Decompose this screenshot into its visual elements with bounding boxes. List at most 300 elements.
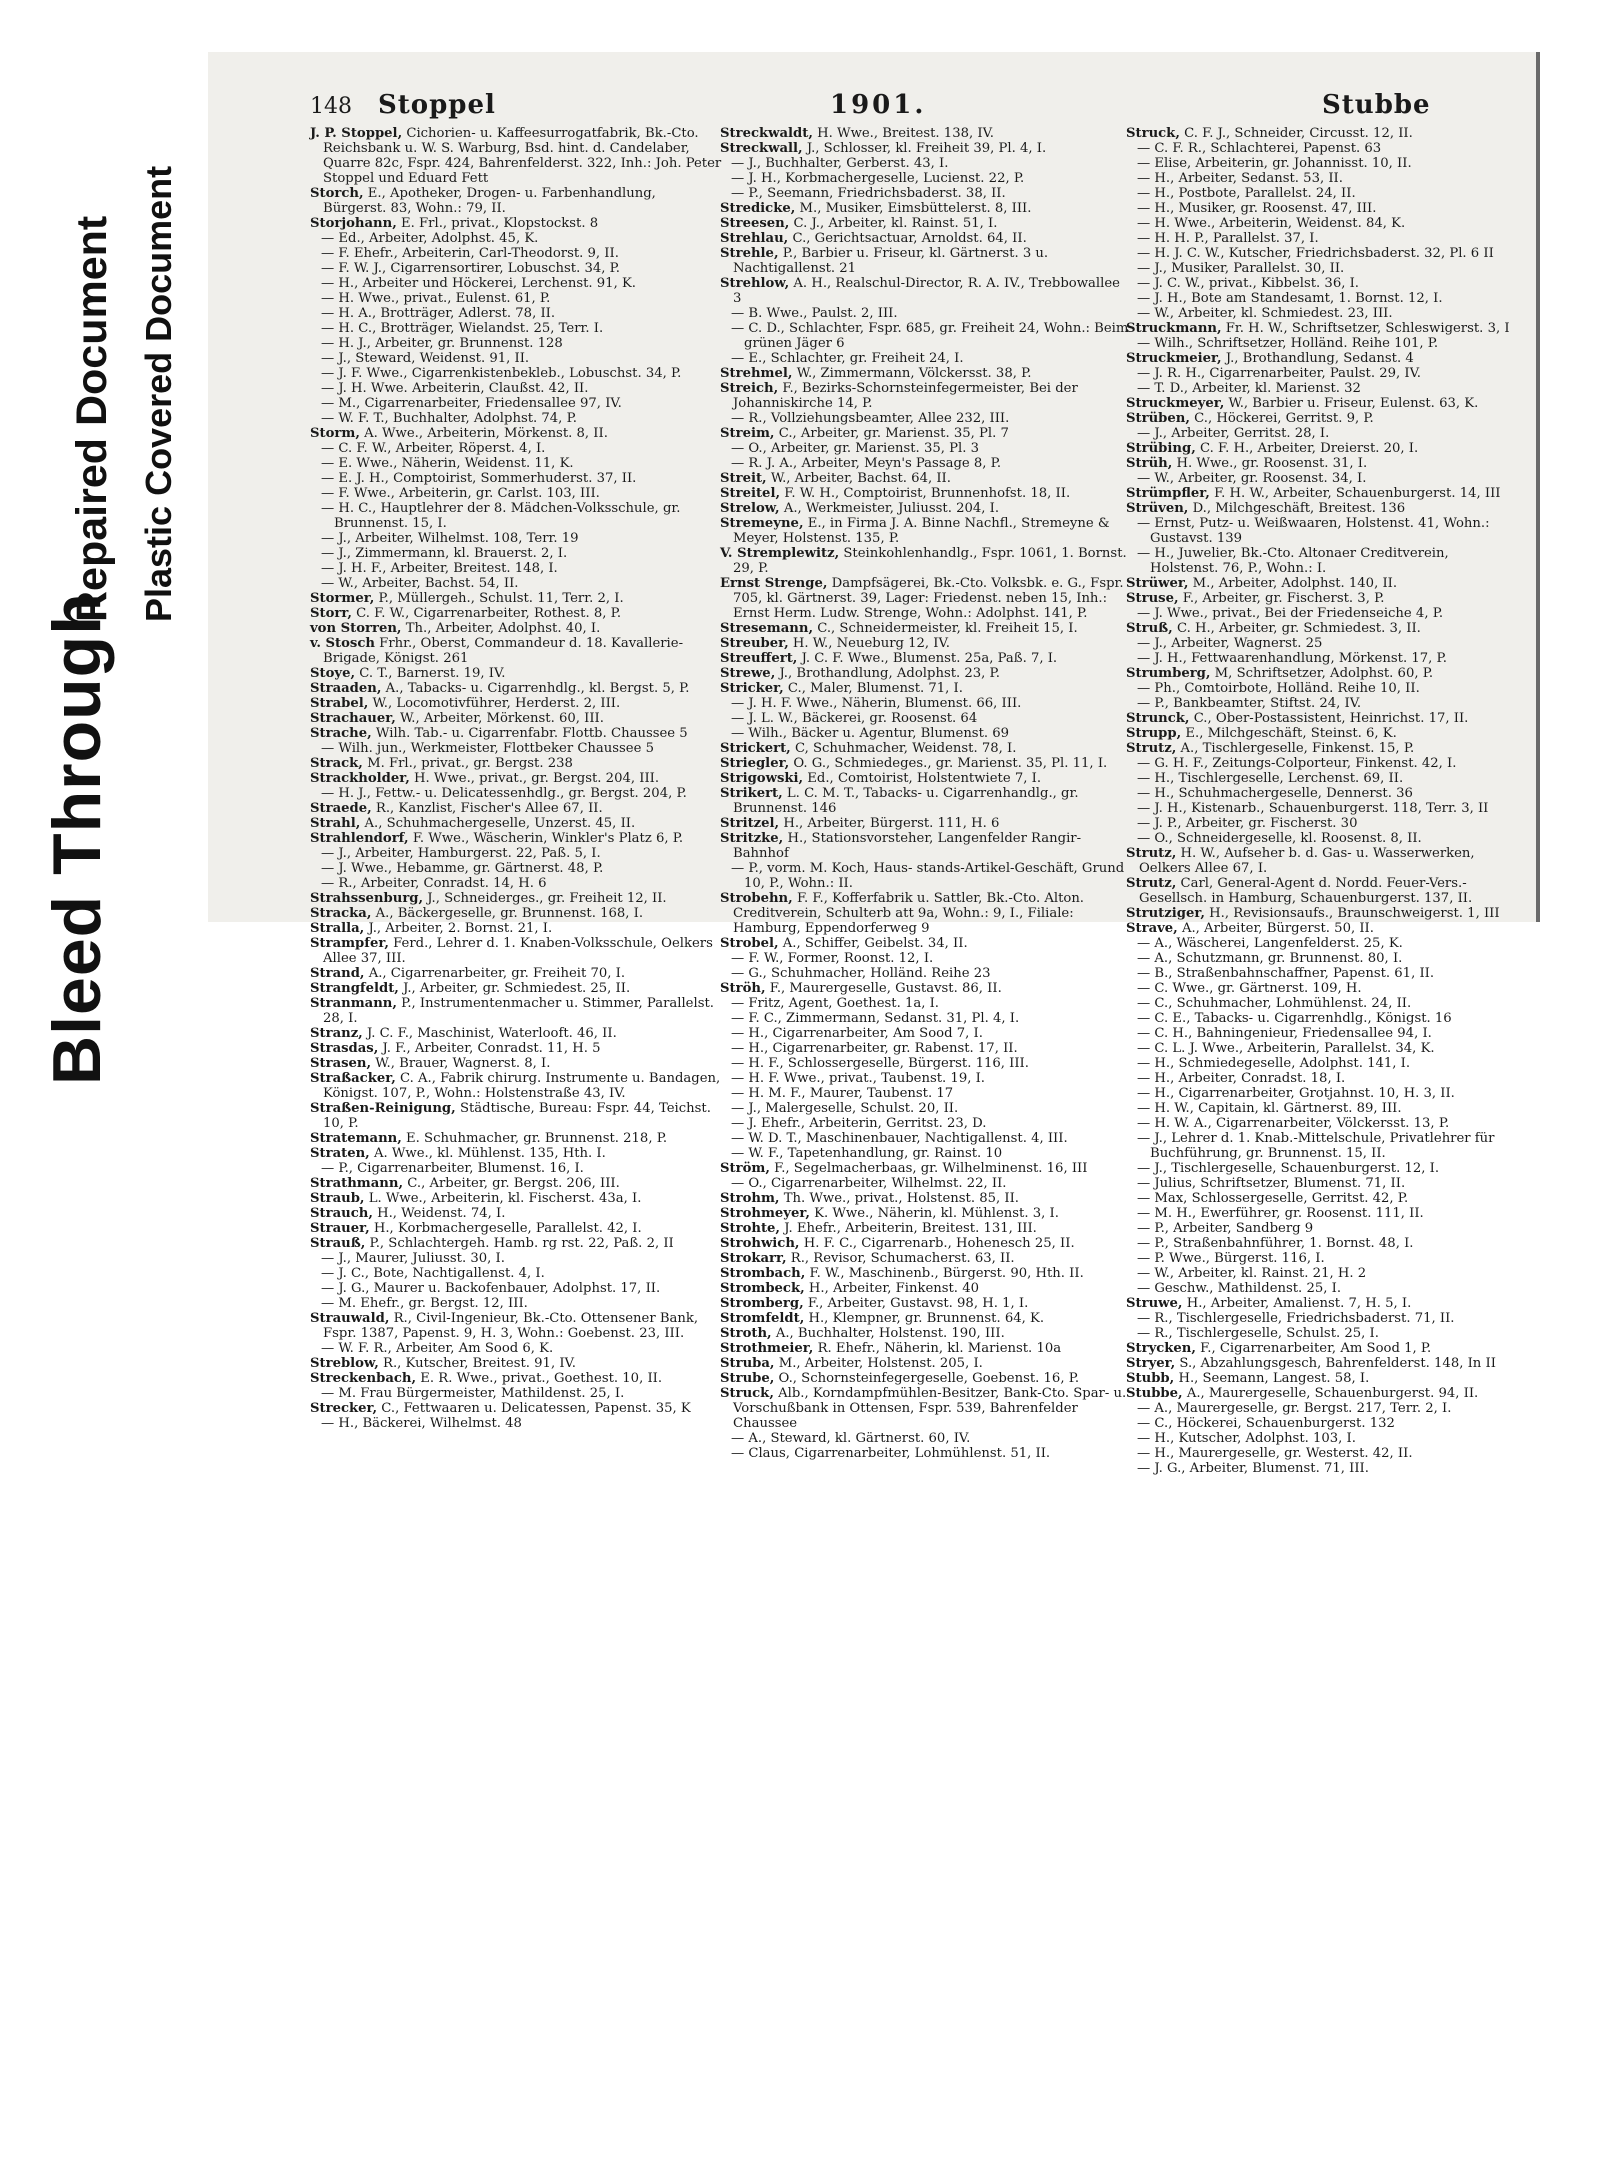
- directory-entry: [1126, 411, 1516, 426]
- entry-details: — H. A., Brotträger, Adlerst. 78, II.: [321, 306, 556, 321]
- entry-surname: Stromberg,: [720, 1296, 804, 1311]
- entry-details: — E. Wwe., Näherin, Weidenst. 11, K.: [321, 456, 574, 471]
- directory-entry: [720, 996, 1132, 1011]
- entry-surname: Straaden,: [310, 681, 382, 696]
- entry-details: — P., Bankbeamter, Stiftst. 24, IV.: [1137, 696, 1362, 711]
- entry-details: — H. F., Schlossergeselle, Bürgerst. 116, III.: [731, 1056, 1029, 1071]
- entry-surname: Storjohann,: [310, 216, 397, 231]
- entry-surname: Storm,: [310, 426, 360, 441]
- entry-details: P., Barbier u. Friseur, kl. Gärtnerst. 3 u. Nachtigallenst. 21: [733, 246, 1049, 276]
- entry-surname: Strelow,: [720, 501, 780, 516]
- entry-details: J., Arbeiter, 2. Bornst. 21, I.: [364, 921, 553, 936]
- entry-details: — Geschw., Mathildenst. 25, I.: [1137, 1281, 1342, 1296]
- entry-surname: Strabel,: [310, 696, 369, 711]
- entry-surname: Stranz,: [310, 1026, 363, 1041]
- entry-surname: Stubbe,: [1126, 1386, 1183, 1401]
- entry-details: — Wilh., Schriftsetzer, Holländ. Reihe 101, P.: [1137, 336, 1439, 351]
- directory-entry: [310, 486, 722, 501]
- header-left-title: Stoppel: [378, 90, 496, 120]
- entry-surname: Strahssenburg,: [310, 891, 424, 906]
- entry-details: A., Arbeiter, Bürgerst. 50, II.: [1177, 921, 1374, 936]
- entry-details: O. G., Schmiedeges., gr. Marienst. 35, Pl. 11, I.: [789, 756, 1108, 771]
- directory-entry: [310, 816, 722, 831]
- entry-details: H. W., Neueburg 12, IV.: [788, 636, 950, 651]
- entry-details: — Elise, Arbeiterin, gr. Johannisst. 10, II.: [1137, 156, 1412, 171]
- entry-details: W., Brauer, Wagnerst. 8, I.: [371, 1056, 551, 1071]
- entry-details: K. Wwe., Näherin, kl. Mühlenst. 3, I.: [809, 1206, 1059, 1221]
- entry-details: H., Seemann, Langest. 58, I.: [1174, 1371, 1370, 1386]
- directory-entry: [720, 1176, 1132, 1191]
- entry-details: — C. H., Bahningenieur, Friedensallee 94, I.: [1137, 1026, 1432, 1041]
- entry-details: — J. C., Bote, Nachtigallenst. 4, I.: [321, 1266, 545, 1281]
- directory-entry: [310, 501, 722, 531]
- entry-surname: Strutz,: [1126, 846, 1177, 861]
- bleed-through-label: Bleed Through: [39, 592, 115, 1085]
- entry-details: M., Arbeiter, Adolphst. 140, II.: [1188, 576, 1398, 591]
- directory-entry: [310, 966, 722, 981]
- directory-entry: [310, 426, 722, 441]
- entry-details: — Claus, Cigarrenarbeiter, Lohmühlenst. 51, II.: [731, 1446, 1051, 1461]
- entry-details: Th., Arbeiter, Adolphst. 40, I.: [401, 621, 601, 636]
- entry-details: — H. J. C. W., Kutscher, Friedrichsbaderst. 32, Pl. 6 II: [1137, 246, 1494, 261]
- entry-details: — A., Maurergeselle, gr. Bergst. 217, Terr. 2, I.: [1137, 1401, 1452, 1416]
- entry-surname: Stritzel,: [720, 816, 780, 831]
- entry-details: — J. H. F., Arbeiter, Breitest. 148, I.: [321, 561, 558, 576]
- directory-entry: [1126, 816, 1516, 831]
- directory-entry: [310, 291, 722, 306]
- directory-entry: [720, 1146, 1132, 1161]
- entry-details: — H., Cigarrenarbeiter, gr. Rabenst. 17, II.: [731, 1041, 1018, 1056]
- directory-entry: [720, 1101, 1132, 1116]
- entry-details: H. Wwe., privat., gr. Bergst. 204, III.: [409, 771, 660, 786]
- entry-surname: Strauß,: [310, 1236, 366, 1251]
- directory-entry: [310, 996, 722, 1026]
- entry-details: W., Zimmermann, Völckersst. 38, P.: [792, 366, 1032, 381]
- entry-surname: Stromfeldt,: [720, 1311, 805, 1326]
- entry-details: Steinkohlenhandlg., Fspr. 1061, 1. Bornst. 29, P.: [733, 546, 1127, 576]
- directory-entry: [1126, 126, 1516, 141]
- directory-entry: [1126, 1311, 1516, 1326]
- directory-entry: [1126, 666, 1516, 681]
- entry-surname: Strand,: [310, 966, 365, 981]
- entry-details: — T. D., Arbeiter, kl. Marienst. 32: [1137, 381, 1361, 396]
- entry-details: — J. H., Bote am Standesamt, 1. Bornst. 12, I.: [1137, 291, 1443, 306]
- directory-entry: [720, 516, 1132, 546]
- directory-entry: [1126, 321, 1516, 336]
- entry-surname: Struß,: [1126, 621, 1173, 636]
- directory-entry: [1126, 1281, 1516, 1296]
- entry-surname: Strümpfler,: [1126, 486, 1210, 501]
- directory-entry: [1126, 426, 1516, 441]
- directory-entry: [310, 321, 722, 336]
- directory-entry: [310, 1386, 722, 1401]
- directory-entry: [1126, 906, 1516, 921]
- directory-entry: [310, 1131, 722, 1146]
- directory-entry: [720, 861, 1132, 891]
- directory-entry: [720, 681, 1132, 696]
- entry-details: — W., Arbeiter, Bachst. 54, II.: [321, 576, 519, 591]
- entry-surname: Strahl,: [310, 816, 361, 831]
- entry-surname: Strohte,: [720, 1221, 781, 1236]
- directory-entry: [310, 1161, 722, 1176]
- directory-entry: [1126, 996, 1516, 1011]
- directory-entry: [310, 1056, 722, 1071]
- directory-entry: [1126, 1221, 1516, 1236]
- entry-details: — C. F. W., Arbeiter, Röperst. 4, I.: [321, 441, 546, 456]
- directory-entry: [310, 276, 722, 291]
- entry-details: — J. H. F. Wwe., Näherin, Blumenst. 66, III.: [731, 696, 1022, 711]
- directory-entry: [310, 1206, 722, 1221]
- entry-details: — C. L. J. Wwe., Arbeiterin, Parallelst. 34, K.: [1137, 1041, 1435, 1056]
- directory-entry: [310, 1311, 722, 1341]
- entry-surname: Strauch,: [310, 1206, 373, 1221]
- directory-entry: [310, 366, 722, 381]
- directory-entry: [720, 501, 1132, 516]
- directory-entry: [310, 831, 722, 846]
- directory-entry: [720, 1026, 1132, 1041]
- directory-entry: [720, 726, 1132, 741]
- directory-entry: [720, 1131, 1132, 1146]
- directory-entry: [720, 1311, 1132, 1326]
- entry-details: — F. W. J., Cigarrensortirer, Lobuschst. 34, P.: [321, 261, 621, 276]
- entry-details: H., Arbeiter, Amalienst. 7, H. 5, I.: [1182, 1296, 1412, 1311]
- directory-entry: [1126, 1371, 1516, 1386]
- directory-entry: [1126, 1176, 1516, 1191]
- entry-surname: Struckmeyer,: [1126, 396, 1225, 411]
- directory-entry: [1126, 381, 1516, 396]
- entry-details: — M. H., Ewerführer, gr. Roosenst. 111, II.: [1137, 1206, 1424, 1221]
- directory-entry: [1126, 1356, 1516, 1371]
- directory-entry: [720, 951, 1132, 966]
- entry-details: H., Stationsvorsteher, Langenfelder Rangir-Bahnhof: [733, 831, 1082, 861]
- page-header: [310, 90, 1478, 130]
- entry-surname: Strecker,: [310, 1401, 378, 1416]
- entry-details: F., Cigarrenarbeiter, Am Sood 1, P.: [1195, 1341, 1432, 1356]
- directory-entry: [1126, 1116, 1516, 1131]
- entry-details: — P., Arbeiter, Sandberg 9: [1137, 1221, 1314, 1236]
- directory-entry: [720, 1206, 1132, 1221]
- directory-entry: [1126, 396, 1516, 411]
- directory-entry: [310, 1041, 722, 1056]
- entry-details: C., Fettwaaren u. Delicatessen, Papenst. 35, K: [377, 1401, 691, 1416]
- entry-surname: Strewe,: [720, 666, 776, 681]
- directory-entry: [720, 771, 1132, 786]
- entry-details: — H., Tischlergeselle, Lerchenst. 69, II.: [1137, 771, 1404, 786]
- directory-entry: [1126, 1041, 1516, 1056]
- entry-details: H. F. C., Cigarrenarb., Hohenesch 25, II.: [799, 1236, 1075, 1251]
- entry-details: L. C. M. T., Tabacks- u. Cigarrenhandlg., gr. Brunnenst. 146: [733, 786, 1079, 816]
- directory-entry: [1126, 1416, 1516, 1431]
- directory-entry: [720, 306, 1132, 321]
- entry-details: R., Kutscher, Breitest. 91, IV.: [378, 1356, 576, 1371]
- entry-details: J. C. F. Wwe., Blumenst. 25a, Paß. 7, I.: [797, 651, 1058, 666]
- entry-details: — B., Straßenbahnschaffner, Papenst. 61, II.: [1137, 966, 1435, 981]
- entry-details: W., Barbier u. Friseur, Eulenst. 63, K.: [1224, 396, 1479, 411]
- entry-details: — E., Schlachter, gr. Freiheit 24, I.: [731, 351, 964, 366]
- entry-details: — R., Tischlergeselle, Friedrichsbaderst. 71, II.: [1137, 1311, 1455, 1326]
- header-right-title: Stubbe: [1322, 90, 1431, 120]
- entry-details: A., Schuhmachergeselle, Unzerst. 45, II.: [360, 816, 636, 831]
- directory-entry: [310, 216, 722, 231]
- directory-entry: [1126, 681, 1516, 696]
- entry-details: — H. C., Hauptlehrer der 8. Mädchen-Volksschule, gr. Brunnenst. 15, I.: [321, 501, 681, 531]
- entry-details: — G. H. F., Zeitungs-Colporteur, Finkenst. 42, I.: [1137, 756, 1457, 771]
- entry-details: C., Arbeiter, gr. Marienst. 35, Pl. 7: [774, 426, 1009, 441]
- entry-surname: Strehlau,: [720, 231, 789, 246]
- entry-surname: Strauer,: [310, 1221, 370, 1236]
- entry-details: Th. Wwe., privat., Holstenst. 85, II.: [779, 1191, 1019, 1206]
- entry-surname: Striegler,: [720, 756, 790, 771]
- directory-entry: [720, 1011, 1132, 1026]
- directory-entry: [1126, 726, 1516, 741]
- entry-surname: Streckwaldt,: [720, 126, 813, 141]
- entry-details: — C. F. R., Schlachterei, Papenst. 63: [1137, 141, 1382, 156]
- entry-surname: Ström,: [720, 1161, 770, 1176]
- entry-details: C. F. W., Cigarrenarbeiter, Rothest. 8, P.: [351, 606, 622, 621]
- directory-entry: [1126, 1341, 1516, 1356]
- directory-entry: [310, 186, 722, 216]
- directory-entry: [720, 1266, 1132, 1281]
- entry-surname: Strehmel,: [720, 366, 793, 381]
- directory-entry: [310, 261, 722, 276]
- entry-details: Fr. H. W., Schriftsetzer, Schleswigerst. 3, I: [1221, 321, 1510, 336]
- directory-entry: [1126, 276, 1516, 291]
- directory-entry: [720, 1041, 1132, 1056]
- entry-surname: Struckmeier,: [1126, 351, 1222, 366]
- entry-details: — F. Wwe., Arbeiterin, gr. Carlst. 103, III.: [321, 486, 600, 501]
- directory-entry: [720, 666, 1132, 681]
- directory-entry: [720, 1191, 1132, 1206]
- entry-details: E. Frl., privat., Klopstockst. 8: [396, 216, 599, 231]
- entry-details: M. Frl., privat., gr. Bergst. 238: [362, 756, 573, 771]
- entry-details: — J. H., Korbmachergeselle, Lucienst. 22, P.: [731, 171, 1025, 186]
- entry-details: C. T., Barnerst. 19, IV.: [355, 666, 506, 681]
- entry-surname: Storr,: [310, 606, 352, 621]
- directory-entry: [720, 321, 1132, 351]
- entry-details: — O., Schneidergeselle, kl. Roosenst. 8, II.: [1137, 831, 1422, 846]
- entry-details: Ed., Comtoirist, Holstentwiete 7, I.: [803, 771, 1042, 786]
- directory-entry: [310, 1176, 722, 1191]
- entry-details: W., Arbeiter, Bachst. 64, II.: [766, 471, 951, 486]
- entry-surname: Strüh,: [1126, 456, 1173, 471]
- entry-surname: Struwe,: [1126, 1296, 1183, 1311]
- entry-details: E., Milchgeschäft, Steinst. 6, K.: [1181, 726, 1397, 741]
- entry-surname: Struba,: [720, 1356, 775, 1371]
- directory-entry: [720, 426, 1132, 441]
- directory-entry: [310, 1236, 722, 1251]
- entry-details: O., Schornsteinfegergeselle, Goebenst. 16, P.: [774, 1371, 1080, 1386]
- entry-surname: Straede,: [310, 801, 372, 816]
- directory-entry: [310, 126, 722, 186]
- entry-surname: Strothmeier,: [720, 1341, 814, 1356]
- directory-entry: [1126, 591, 1516, 606]
- directory-entry: [1126, 1206, 1516, 1221]
- entry-details: — H. C., Brotträger, Wielandst. 25, Terr. I.: [321, 321, 604, 336]
- entry-details: — J. Ehefr., Arbeiterin, Gerritst. 23, D.: [731, 1116, 987, 1131]
- entry-surname: Strumberg,: [1126, 666, 1211, 681]
- directory-entry: [1126, 621, 1516, 636]
- entry-details: — H. W., Capitain, kl. Gärtnerst. 89, III.: [1137, 1101, 1402, 1116]
- entry-surname: Strombach,: [720, 1266, 806, 1281]
- entry-details: — J., Steward, Weidenst. 91, II.: [321, 351, 530, 366]
- entry-surname: Streesen,: [720, 216, 790, 231]
- entry-details: E., Apotheker, Drogen- u. Farbenhandlung, Bürgerst. 83, Wohn.: 79, II.: [323, 186, 656, 216]
- directory-entry: [1126, 1161, 1516, 1176]
- entry-details: — J., Musiker, Parallelst. 30, II.: [1137, 261, 1345, 276]
- entry-details: — F. C., Zimmermann, Sedanst. 31, Pl. 4, I.: [731, 1011, 1020, 1026]
- entry-details: — H. J., Arbeiter, gr. Brunnenst. 128: [321, 336, 563, 351]
- entry-details: — J., Zimmermann, kl. Brauerst. 2, I.: [321, 546, 568, 561]
- directory-entry: [720, 1431, 1132, 1446]
- entry-surname: Stracka,: [310, 906, 372, 921]
- directory-entry: [720, 201, 1132, 216]
- entry-details: — P., Straßenbahnführer, 1. Bornst. 48, I.: [1137, 1236, 1414, 1251]
- entry-surname: Strehle,: [720, 246, 779, 261]
- entry-surname: Strache,: [310, 726, 372, 741]
- entry-details: H., Revisionsaufs., Braunschweigerst. 1, III: [1204, 906, 1500, 921]
- entry-details: H. W., Aufseher b. d. Gas- u. Wasserwerken, Oelkers Allee 67, I.: [1139, 846, 1475, 876]
- directory-entry: [720, 891, 1132, 936]
- entry-surname: Stubb,: [1126, 1371, 1175, 1386]
- entry-details: — H., Bäckerei, Wilhelmst. 48: [321, 1416, 522, 1431]
- directory-entry: [1126, 771, 1516, 786]
- directory-entry: [1126, 201, 1516, 216]
- entry-surname: Strauwald,: [310, 1311, 390, 1326]
- entry-surname: Strikert,: [720, 786, 783, 801]
- directory-entry: [310, 1416, 722, 1431]
- entry-details: H., Arbeiter, Bürgerst. 111, H. 6: [779, 816, 1000, 831]
- entry-details: J. Ehefr., Arbeiterin, Breitest. 131, III.: [780, 1221, 1037, 1236]
- entry-details: — A., Steward, kl. Gärtnerst. 60, IV.: [731, 1431, 971, 1446]
- directory-entry: [310, 1146, 722, 1161]
- entry-details: — W. D. T., Maschinenbauer, Nachtigallenst. 4, III.: [731, 1131, 1068, 1146]
- directory-entry: [310, 906, 722, 921]
- entry-surname: Storch,: [310, 186, 364, 201]
- directory-entry: [720, 456, 1132, 471]
- entry-details: — J., Arbeiter, Wilhelmst. 108, Terr. 19: [321, 531, 579, 546]
- entry-details: F. Wwe., Wäscherin, Winkler's Platz 6, P.: [408, 831, 684, 846]
- directory-entry: [310, 1401, 722, 1416]
- entry-details: R., Kanzlist, Fischer's Allee 67, II.: [371, 801, 603, 816]
- entry-surname: Strunck,: [1126, 711, 1190, 726]
- entry-details: — P., Cigarrenarbeiter, Blumenst. 16, I.: [321, 1161, 584, 1176]
- entry-details: — J. Wwe., Hebamme, gr. Gärtnerst. 48, P.: [321, 861, 604, 876]
- directory-entry: [310, 891, 722, 906]
- entry-details: E. R. Wwe., privat., Goethest. 10, II.: [416, 1371, 663, 1386]
- entry-surname: Strutz,: [1126, 876, 1177, 891]
- entry-details: — H., Schuhmachergeselle, Dennerst. 36: [1137, 786, 1413, 801]
- entry-surname: Stricker,: [720, 681, 784, 696]
- entry-details: M., Arbeiter, Holstenst. 205, I.: [774, 1356, 983, 1371]
- entry-details: H. Wwe., Breitest. 138, IV.: [812, 126, 994, 141]
- entry-details: H. Wwe., gr. Roosenst. 31, I.: [1172, 456, 1368, 471]
- directory-entry: [720, 816, 1132, 831]
- scanned-page: [208, 52, 1540, 1476]
- directory-entry: [720, 381, 1132, 411]
- entry-details: C., Schneidermeister, kl. Freiheit 15, I.: [813, 621, 1078, 636]
- entry-surname: Streuber,: [720, 636, 789, 651]
- directory-entry: [310, 591, 722, 606]
- entry-details: — Max, Schlossergeselle, Gerritst. 42, P.: [1137, 1191, 1409, 1206]
- directory-entry: [720, 216, 1132, 231]
- entry-surname: Strokarr,: [720, 1251, 787, 1266]
- entry-details: C., Arbeiter, gr. Bergst. 206, III.: [403, 1176, 620, 1191]
- directory-entry: [720, 246, 1132, 276]
- entry-details: Alb., Korndampfmühlen-Besitzer, Bank-Cto. Spar- u. Vorschußbank in Ottensen, Fspr. 539, Bahrenfelder Chaussee: [733, 1386, 1127, 1431]
- entry-details: F. F., Kofferfabrik u. Sattler, Bk.-Cto. Alton. Creditverein, Schulterb att 9a, Wohn.: 9, I., Filiale: Hamburg, Eppendorferweg 9: [733, 891, 1085, 936]
- directory-entry: [1126, 366, 1516, 381]
- entry-surname: Strombeck,: [720, 1281, 805, 1296]
- entry-details: — J. R. H., Cigarrenarbeiter, Paulst. 29, IV.: [1137, 366, 1421, 381]
- entry-surname: Stryer,: [1126, 1356, 1176, 1371]
- entry-details: — F. W., Former, Roonst. 12, I.: [731, 951, 934, 966]
- directory-entry: [720, 1116, 1132, 1131]
- entry-details: — B. Wwe., Paulst. 2, III.: [731, 306, 898, 321]
- directory-entry: [310, 696, 722, 711]
- directory-entry: [1126, 951, 1516, 966]
- directory-entry: [1126, 1026, 1516, 1041]
- directory-entry: [310, 381, 722, 396]
- directory-entry: [720, 171, 1132, 186]
- entry-details: — C. E., Tabacks- u. Cigarrenhdlg., Königst. 16: [1137, 1011, 1452, 1026]
- directory-entry: [1126, 696, 1516, 711]
- entry-details: — H. W. A., Cigarrenarbeiter, Völckersst. 13, P.: [1137, 1116, 1450, 1131]
- entry-surname: Strüven,: [1126, 501, 1189, 516]
- entry-surname: Strycken,: [1126, 1341, 1196, 1356]
- entry-surname: Ernst Strenge,: [720, 576, 828, 591]
- entry-surname: Strasdas,: [310, 1041, 379, 1056]
- entry-details: A., Tabacks- u. Cigarrenhdlg., kl. Bergst. 5, P.: [381, 681, 690, 696]
- directory-entry: [720, 1086, 1132, 1101]
- directory-entry: [720, 1371, 1132, 1386]
- directory-entry: [1126, 1251, 1516, 1266]
- directory-entry: [720, 546, 1132, 576]
- entry-details: S., Abzahlungsgesch, Bahrenfelderst. 148, In II: [1175, 1356, 1496, 1371]
- entry-surname: Strohwich,: [720, 1236, 800, 1251]
- directory-entry: [1126, 636, 1516, 651]
- directory-entry: [720, 1056, 1132, 1071]
- directory-entry: [1126, 171, 1516, 186]
- entry-surname: Strehlow,: [720, 276, 790, 291]
- directory-entry: [720, 576, 1132, 621]
- entry-details: C. F. J., Schneider, Circusst. 12, II.: [1179, 126, 1413, 141]
- entry-surname: Strube,: [720, 1371, 775, 1386]
- directory-entry: [310, 711, 722, 726]
- entry-details: Wilh. Tab.- u. Cigarrenfabr. Flottb. Chaussee 5: [371, 726, 688, 741]
- entry-details: — Fritz, Agent, Goethest. 1a, I.: [731, 996, 939, 1011]
- entry-details: — H. H. P., Parallelst. 37, I.: [1137, 231, 1319, 246]
- page-number: 148: [310, 94, 352, 119]
- entry-details: Städtische, Bureau: Fspr. 44, Teichst. 10, P.: [323, 1101, 711, 1131]
- directory-entry: [310, 411, 722, 426]
- entry-details: C. F. H., Arbeiter, Dreierst. 20, I.: [1195, 441, 1419, 456]
- entry-details: W., Locomotivführer, Herderst. 2, III.: [368, 696, 621, 711]
- entry-details: — H. F. Wwe., privat., Taubenst. 19, I.: [731, 1071, 985, 1086]
- entry-details: — J., Arbeiter, Hamburgerst. 22, Paß. 5, I.: [321, 846, 601, 861]
- entry-surname: Stoye,: [310, 666, 356, 681]
- entry-details: A., Bäckergeselle, gr. Brunnenst. 168, I.: [371, 906, 644, 921]
- entry-details: — M. Ehefr., gr. Bergst. 12, III.: [321, 1296, 528, 1311]
- entry-details: J., Brothandlung, Adolphst. 23, P.: [775, 666, 1000, 681]
- entry-details: Frhr., Oberst, Commandeur d. 18. Kavallerie-Brigade, Königst. 261: [323, 636, 684, 666]
- entry-details: — R., Tischlergeselle, Schulst. 25, I.: [1137, 1326, 1379, 1341]
- directory-entry: [1126, 1071, 1516, 1086]
- directory-entry: [310, 546, 722, 561]
- directory-entry: [720, 486, 1132, 501]
- directory-entry: [310, 846, 722, 861]
- entry-details: A. H., Realschul-Director, R. A. IV., Trebbowallee 3: [733, 276, 1120, 306]
- directory-entry: [1126, 1326, 1516, 1341]
